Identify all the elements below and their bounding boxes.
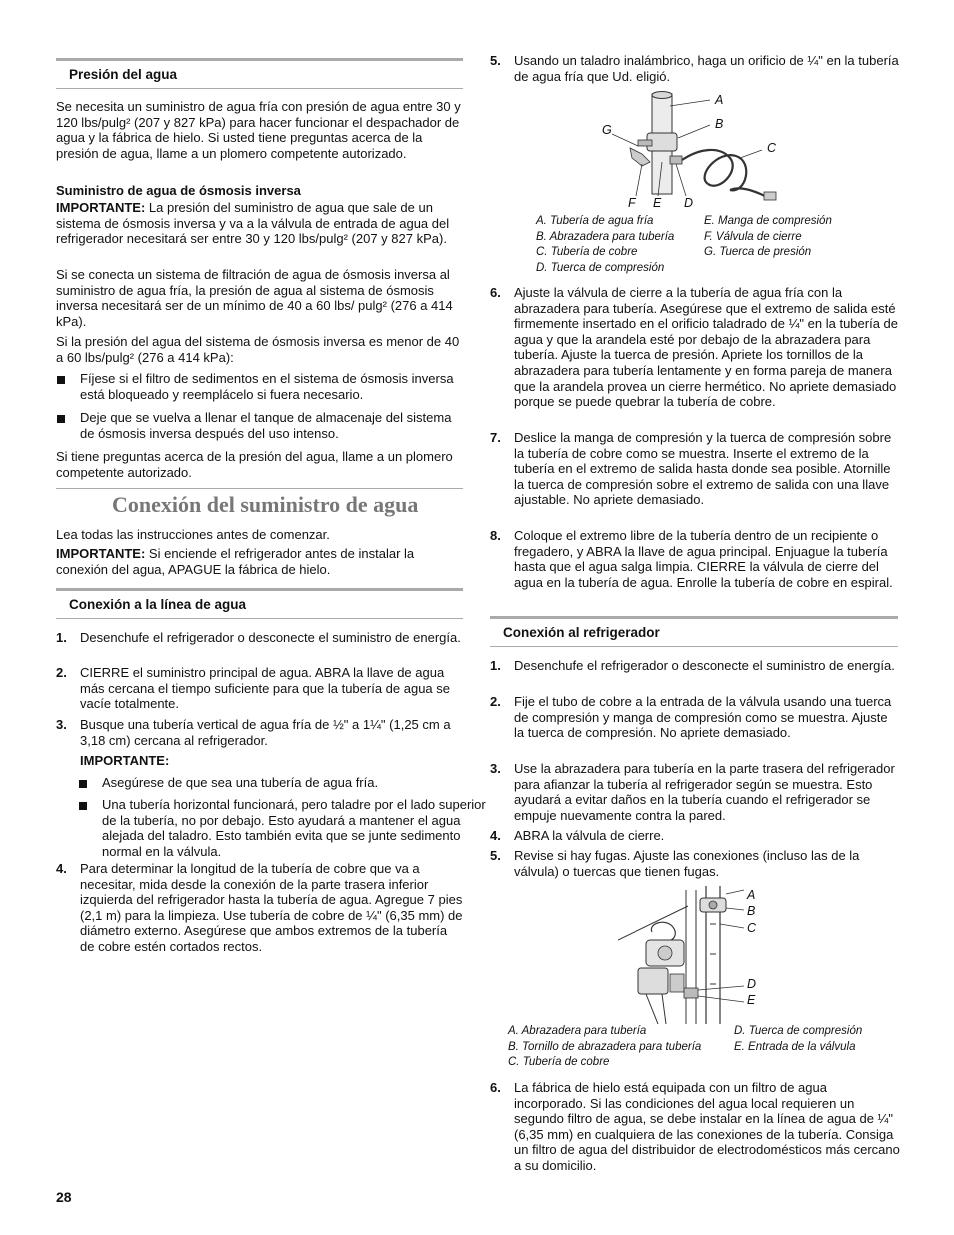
step-item [490,694,900,741]
caption-item: E. Entrada de la válvula [734,1040,856,1053]
fig2-label-a: A [747,888,756,902]
step-text: Deslice la manga de compresión y la tuerca de compresión sobre la tubería de cobre como se muestra. Inserte el extremo de la tubería en el extremo de salida hasta donde sea posible. Atornille la tuerca de compresión sobre el extremo de salida con una llave ajustable. No apriete demasiado. [514,430,892,508]
fig1-label-a: A [715,93,724,107]
ro-important [56,200,463,247]
fig1-label-b: B [715,117,724,131]
step-text: Busque una tubería vertical de agua fría de ½" a 1¼" (1,25 cm a 3,18 cm) cercana al refrigerador. [80,717,451,748]
step-number: 4. [490,828,501,843]
ro-important-text: La presión del suministro de agua que sale de un sistema de ósmosis inversa y va a la válvula de entrada de agua del refrigerador necesitará ser entre 30 y 120 lbs/pulg² (207 y 827 kPa). [56,200,450,247]
step-number: 7. [490,430,501,445]
step-text: Ajuste la válvula de cierre a la tubería de agua fría con la abrazadera para tubería. Asegúrese que el extremo de salida esté firmemente insertado en el orificio taladrado de ¼" en la tubería de agua y que la arandela esté por debajo de la abrazadera para tubería. Ajuste la tuerca de presión. Apriete los tornillos de la abrazadera para tubería lentamente y en forma pareja de manera que la arandela provea un cierre hermético. No apriete demasiado porque se puede quebrar la tubería de cobre. [514,285,899,410]
step-number: 5. [490,53,501,68]
divider [56,488,463,489]
ro-closing: Si tiene preguntas acerca de la presión del agua, llame a un plomero competente autorizado. [56,449,453,480]
conn-important-text: Si enciende el refrigerador antes de instalar la conexión del agua, APAGUE la fábrica de hielo. [56,546,415,577]
fig2-caption [508,1024,904,1071]
step-number: 2. [56,665,67,680]
ro-bullet: Deje que se vuelva a llenar el tanque de almacenaje del sistema de ósmosis inversa después del uso intenso. [56,410,463,441]
step-number: 3. [56,717,67,732]
step-text: Use la abrazadera para tubería en la parte trasera del refrigerador para afianzar la tubería al refrigerador según se muestra. Esto ayudará a evitar daños en la tubería cuando el refrigerador se empuje nuevamente contra la pared. [514,761,895,823]
section-title: Conexión del suministro de agua [112,492,419,517]
caption-item: A. Tubería de agua fría [536,215,654,227]
step3-important: IMPORTANTE: [80,753,170,768]
step-number: 6. [490,285,501,300]
caption-item [704,261,884,277]
line-heading-block [56,588,463,619]
caption-item: D. Tuerca de compresión [536,261,665,274]
step-text: Desenchufe el refrigerador o desconecte el suministro de energía. [514,658,895,673]
step3-bullet: Asegúrese de que sea una tubería de agua fría. [78,775,487,791]
step-item [56,630,463,646]
step-number: 4. [56,861,67,876]
shutoff-valve-illustration [590,88,810,213]
caption-item: G. Tuerca de presión [704,246,812,259]
fig1-label-e: E [653,196,662,210]
step-number: 3. [490,761,501,776]
fig2-label-e: E [747,993,756,1007]
pressure-heading: Presión del agua [56,58,463,89]
step-text: Usando un taladro inalámbrico, haga un orificio de ¼" en la tubería de agua fría que Ud. eligió. [514,53,899,84]
fig1-label-c: C [767,141,777,155]
step-text: Fije el tubo de cobre a la entrada de la válvula usando una tuerca de compresión y manga de compresión como se muestra. Ajuste la tuerca de compresión. No apriete demasiado. [514,694,892,741]
fig2-label-c: C [747,921,757,935]
page-number: 28 [56,1189,72,1205]
step-item [56,717,463,748]
shutoff-valve-figure [590,88,810,213]
line-heading: Conexión a la línea de agua [56,588,463,619]
ro-filter-text: Si se conecta un sistema de filtración de agua de ósmosis inversa al suministro de agua fría, la presión de agua al sistema de ósmosis inversa necesitará ser de un mínimo de 40 a 60 lbs/ pulg² (276 a 414 kPa). [56,267,453,329]
fig2-label-d: D [747,977,757,991]
step-number: 8. [490,528,501,543]
step-text: CIERRE el suministro principal de agua. ABRA la llave de agua más cercana el tiempo suficiente para que la tubería de agua se vacíe totalmente. [80,665,451,712]
step-item [490,848,900,879]
step-text: Revise si hay fugas. Ajuste las conexiones (incluso las de la válvula) o tuercas que tienen fugas. [514,848,860,879]
caption-item: C. Tubería de cobre [508,1056,610,1069]
fridge-heading: Conexión al refrigerador [490,616,898,647]
step-number: 6. [490,1080,501,1095]
step-text: La fábrica de hielo está equipada con un filtro de agua incorporado. Si las condiciones del agua local requieren un segundo filtro de agua, se debe instalar en la línea de agua de ¼" (6,35 mm) en cualquiera de las conexiones de la tubería. Consiga un filtro de agua del distribuidor de electrodomésticos más cercano a su domicilio. [514,1080,900,1173]
conn-important-label: IMPORTANTE: [56,546,146,561]
fig1-label-d: D [684,196,694,210]
step-item [56,861,463,955]
step-item [490,1080,900,1174]
caption-item: F. Válvula de cierre [704,230,802,243]
step-item [490,430,900,508]
step-item [490,828,900,844]
step-text: Desenchufe el refrigerador o desconecte el suministro de energía. [80,630,461,645]
step-item [490,528,900,590]
step-number: 2. [490,694,501,709]
step-number: 5. [490,848,501,863]
fig1-caption [536,214,884,276]
fridge-valve-figure [618,884,778,1024]
step-item [56,665,463,712]
caption-item: D. Tuerca de compresión [734,1025,863,1037]
caption-item: B. Tornillo de abrazadera para tubería [508,1040,702,1053]
step-item [490,761,900,823]
ro-heading: Suministro de agua de ósmosis inversa [56,183,301,198]
caption-item [734,1055,904,1071]
step-item [490,658,900,674]
step-text: ABRA la válvula de cierre. [514,828,665,843]
fig1-label-f: F [628,196,636,210]
step-item [490,285,900,410]
caption-item: E. Manga de compresión [704,215,832,227]
step-number: 1. [56,630,67,645]
caption-item: A. Abrazadera para tubería [508,1025,647,1037]
ro-important-label: IMPORTANTE: [56,200,146,215]
conn-important [56,546,463,577]
step-number: 1. [490,658,501,673]
caption-item: B. Abrazadera para tubería [536,230,675,243]
read-all-text: Lea todas las instrucciones antes de comenzar. [56,527,330,542]
step3-bullet: Una tubería horizontal funcionará, pero taladre por el lado superior de la tubería, no por debajo. Esto ayudará a mantener el agua alejada del taladro. Esto también evita que se junte sedimento normal en la válvula. [78,797,487,859]
ro-bullet: Fíjese si el filtro de sedimentos en el sistema de ósmosis inversa está bloqueado y reemplácelo si fuera necesario. [56,371,463,402]
step-text: Coloque el extremo libre de la tubería dentro de un recipiente o fregadero, y ABRA la llave de agua principal. Enjuague la tubería hasta que el agua salga limpia. CIERRE la válvula de cierre del agua en la tubería de agua. Enrolle la tubería de cobre en espiral. [514,528,893,590]
pressure-heading-block [56,58,463,89]
fig2-label-b: B [747,904,756,918]
step-item [490,53,900,84]
fig1-label-g: G [602,123,612,137]
step-text: Para determinar la longitud de la tubería de cobre que va a necesitar, mida desde la conexión de la parte trasera inferior izquierda del refrigerador hasta la tubería de agua. Agregue 7 pies (2,1 m) para la limpieza. Use tubería de cobre de ¼" (6,35 mm) de diámetro externo. Asegúrese que ambos extremos de la tubería de cobre estén cortados rectos. [80,861,463,954]
caption-item: C. Tubería de cobre [536,246,638,259]
pressure-text: Se necesita un suministro de agua fría con presión de agua entre 30 y 120 lbs/pulg² (207 y 827 kPa) para hacer funcionar el despachador de agua y la fábrica de hielo. Si usted tiene preguntas acerca de la presión de agua, llame a un plomero competente autorizado. [56,99,461,161]
ro-low-text: Si la presión del agua del sistema de ósmosis inversa es menor de 40 a 60 lbs/pulg² (276 a 414 kPa): [56,334,460,365]
fridge-heading-block [490,616,898,647]
